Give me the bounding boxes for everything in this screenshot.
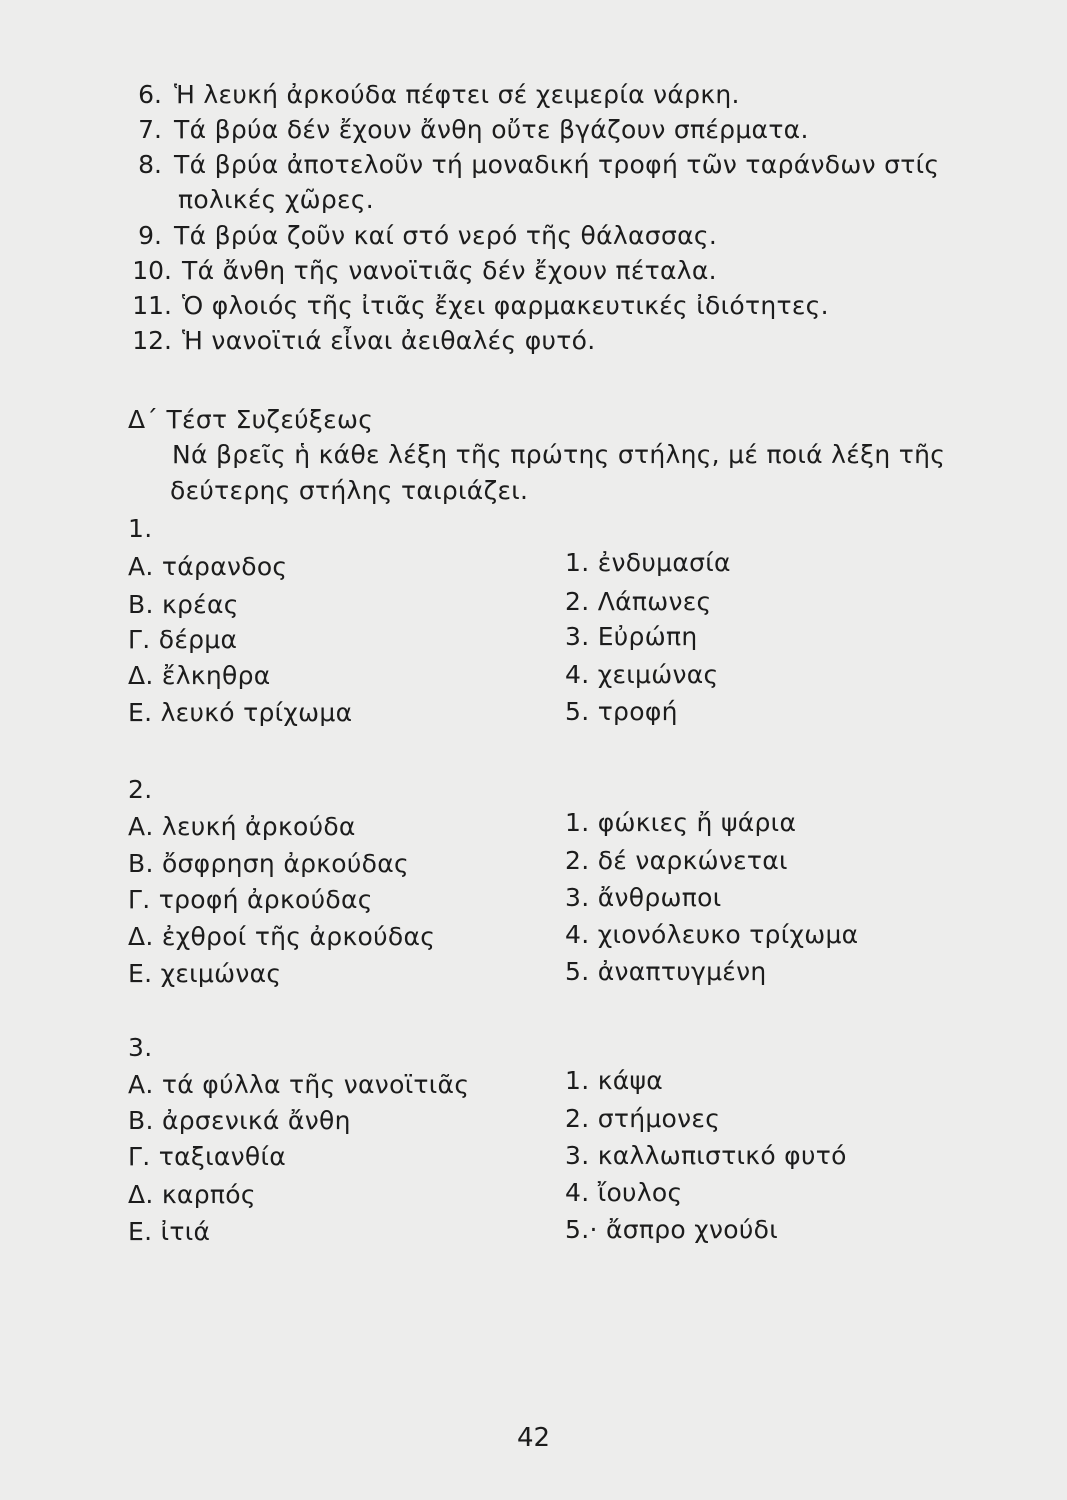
statement-number: 12. (132, 326, 172, 355)
statement-text: Τά βρύα ἀποτελοῦν τή μοναδική τροφή τῶν ταράνδων στίς (174, 150, 940, 179)
left-column-item: Δ. ἐχθροί τῆς ἀρκούδας (128, 922, 436, 951)
statement-text: Τά ἄνθη τῆς νανοϊτιᾶς δέν ἔχουν πέταλα. (182, 256, 717, 285)
left-column-item: Γ. ταξιανθία (128, 1142, 287, 1171)
right-column-item: 1. φώκιες ἤ ψάρια (565, 808, 797, 837)
left-column-item: Α. τάρανδος (128, 552, 288, 581)
statement-number: 11. (132, 291, 172, 320)
group-number: 1. (128, 514, 153, 543)
right-column-item: 1. ἐνδυμασία (565, 548, 731, 577)
group-number: 2. (128, 775, 153, 804)
statement-number: 9. (138, 221, 162, 250)
statement-text: Ὁ φλοιός τῆς ἰτιᾶς ἔχει φαρμακευτικές ἰδιότητες. (182, 291, 829, 320)
right-column-item: 3. καλλωπιστικό φυτό (565, 1141, 847, 1170)
statement-number: 10. (132, 256, 172, 285)
left-column-item: Β. κρέας (128, 590, 239, 619)
right-column-item: 3. Εὐρώπη (565, 622, 698, 651)
right-column-item: 4. χειμώνας (565, 660, 719, 689)
statement-text: Τά βρύα δέν ἔχουν ἄνθη οὔτε βγάζουν σπέρματα. (174, 115, 809, 144)
left-column-item: Ε. λευκό τρίχωμα (128, 698, 353, 727)
statement-number: 8. (138, 150, 162, 179)
right-column-item: 1. κάψα (565, 1066, 664, 1095)
statement-number: 6. (138, 80, 162, 109)
page-number: 42 (516, 1423, 551, 1453)
statement-number: 7. (138, 115, 162, 144)
left-column-item: Γ. δέρμα (128, 625, 238, 654)
right-column-item: 5. ἀναπτυγμένη (565, 957, 767, 986)
left-column-item: Ε. ἰτιά (128, 1217, 211, 1246)
right-column-item: 4. χιονόλευκο τρίχωμα (565, 920, 859, 949)
left-column-item: Β. ὄσφρηση ἀρκούδας (128, 849, 410, 878)
left-column-item: Α. λευκή ἀρκούδα (128, 812, 356, 841)
left-column-item: Ε. χειμώνας (128, 959, 282, 988)
right-column-item: 4. ἴουλος (565, 1178, 683, 1207)
left-column-item: Γ. τροφή ἀρκούδας (128, 885, 373, 914)
right-column-item: 2. στήμονες (565, 1104, 721, 1133)
left-column-item: Α. τά φύλλα τῆς νανοϊτιᾶς (128, 1070, 470, 1099)
right-column-item: 2. Λάπωνες (565, 587, 712, 616)
statement-text: Ἡ νανοϊτιά εἶναι ἀειθαλές φυτό. (182, 326, 596, 355)
section-instruction-continued: δεύτερης στήλης ταιριάζει. (170, 476, 529, 505)
right-column-item: 2. δέ ναρκώνεται (565, 846, 788, 875)
statement-text: Τά βρύα ζοῦν καί στό νερό τῆς θάλασσας. (174, 221, 718, 250)
right-column-item: 5. τροφή (565, 697, 678, 726)
section-instruction: Νά βρεῖς ἡ κάθε λέξη τῆς πρώτης στήλης, μέ ποιά λέξη τῆς (172, 440, 946, 469)
section-title: Δ΄ Τέστ Συζεύξεως (128, 405, 374, 434)
left-column-item: Δ. ἔλκηθρα (128, 661, 271, 690)
right-column-item: 5.· ἄσπρο χνούδι (565, 1215, 778, 1244)
left-column-item: Δ. καρπός (128, 1180, 256, 1209)
group-number: 3. (128, 1033, 153, 1062)
right-column-item: 3. ἄνθρωποι (565, 883, 722, 912)
statement-text-continued: πολικές χῶρες. (178, 185, 375, 214)
left-column-item: Β. ἀρσενικά ἄνθη (128, 1106, 351, 1135)
statement-text: Ἡ λευκή ἀρκούδα πέφτει σέ χειμερία νάρκη. (174, 80, 740, 109)
